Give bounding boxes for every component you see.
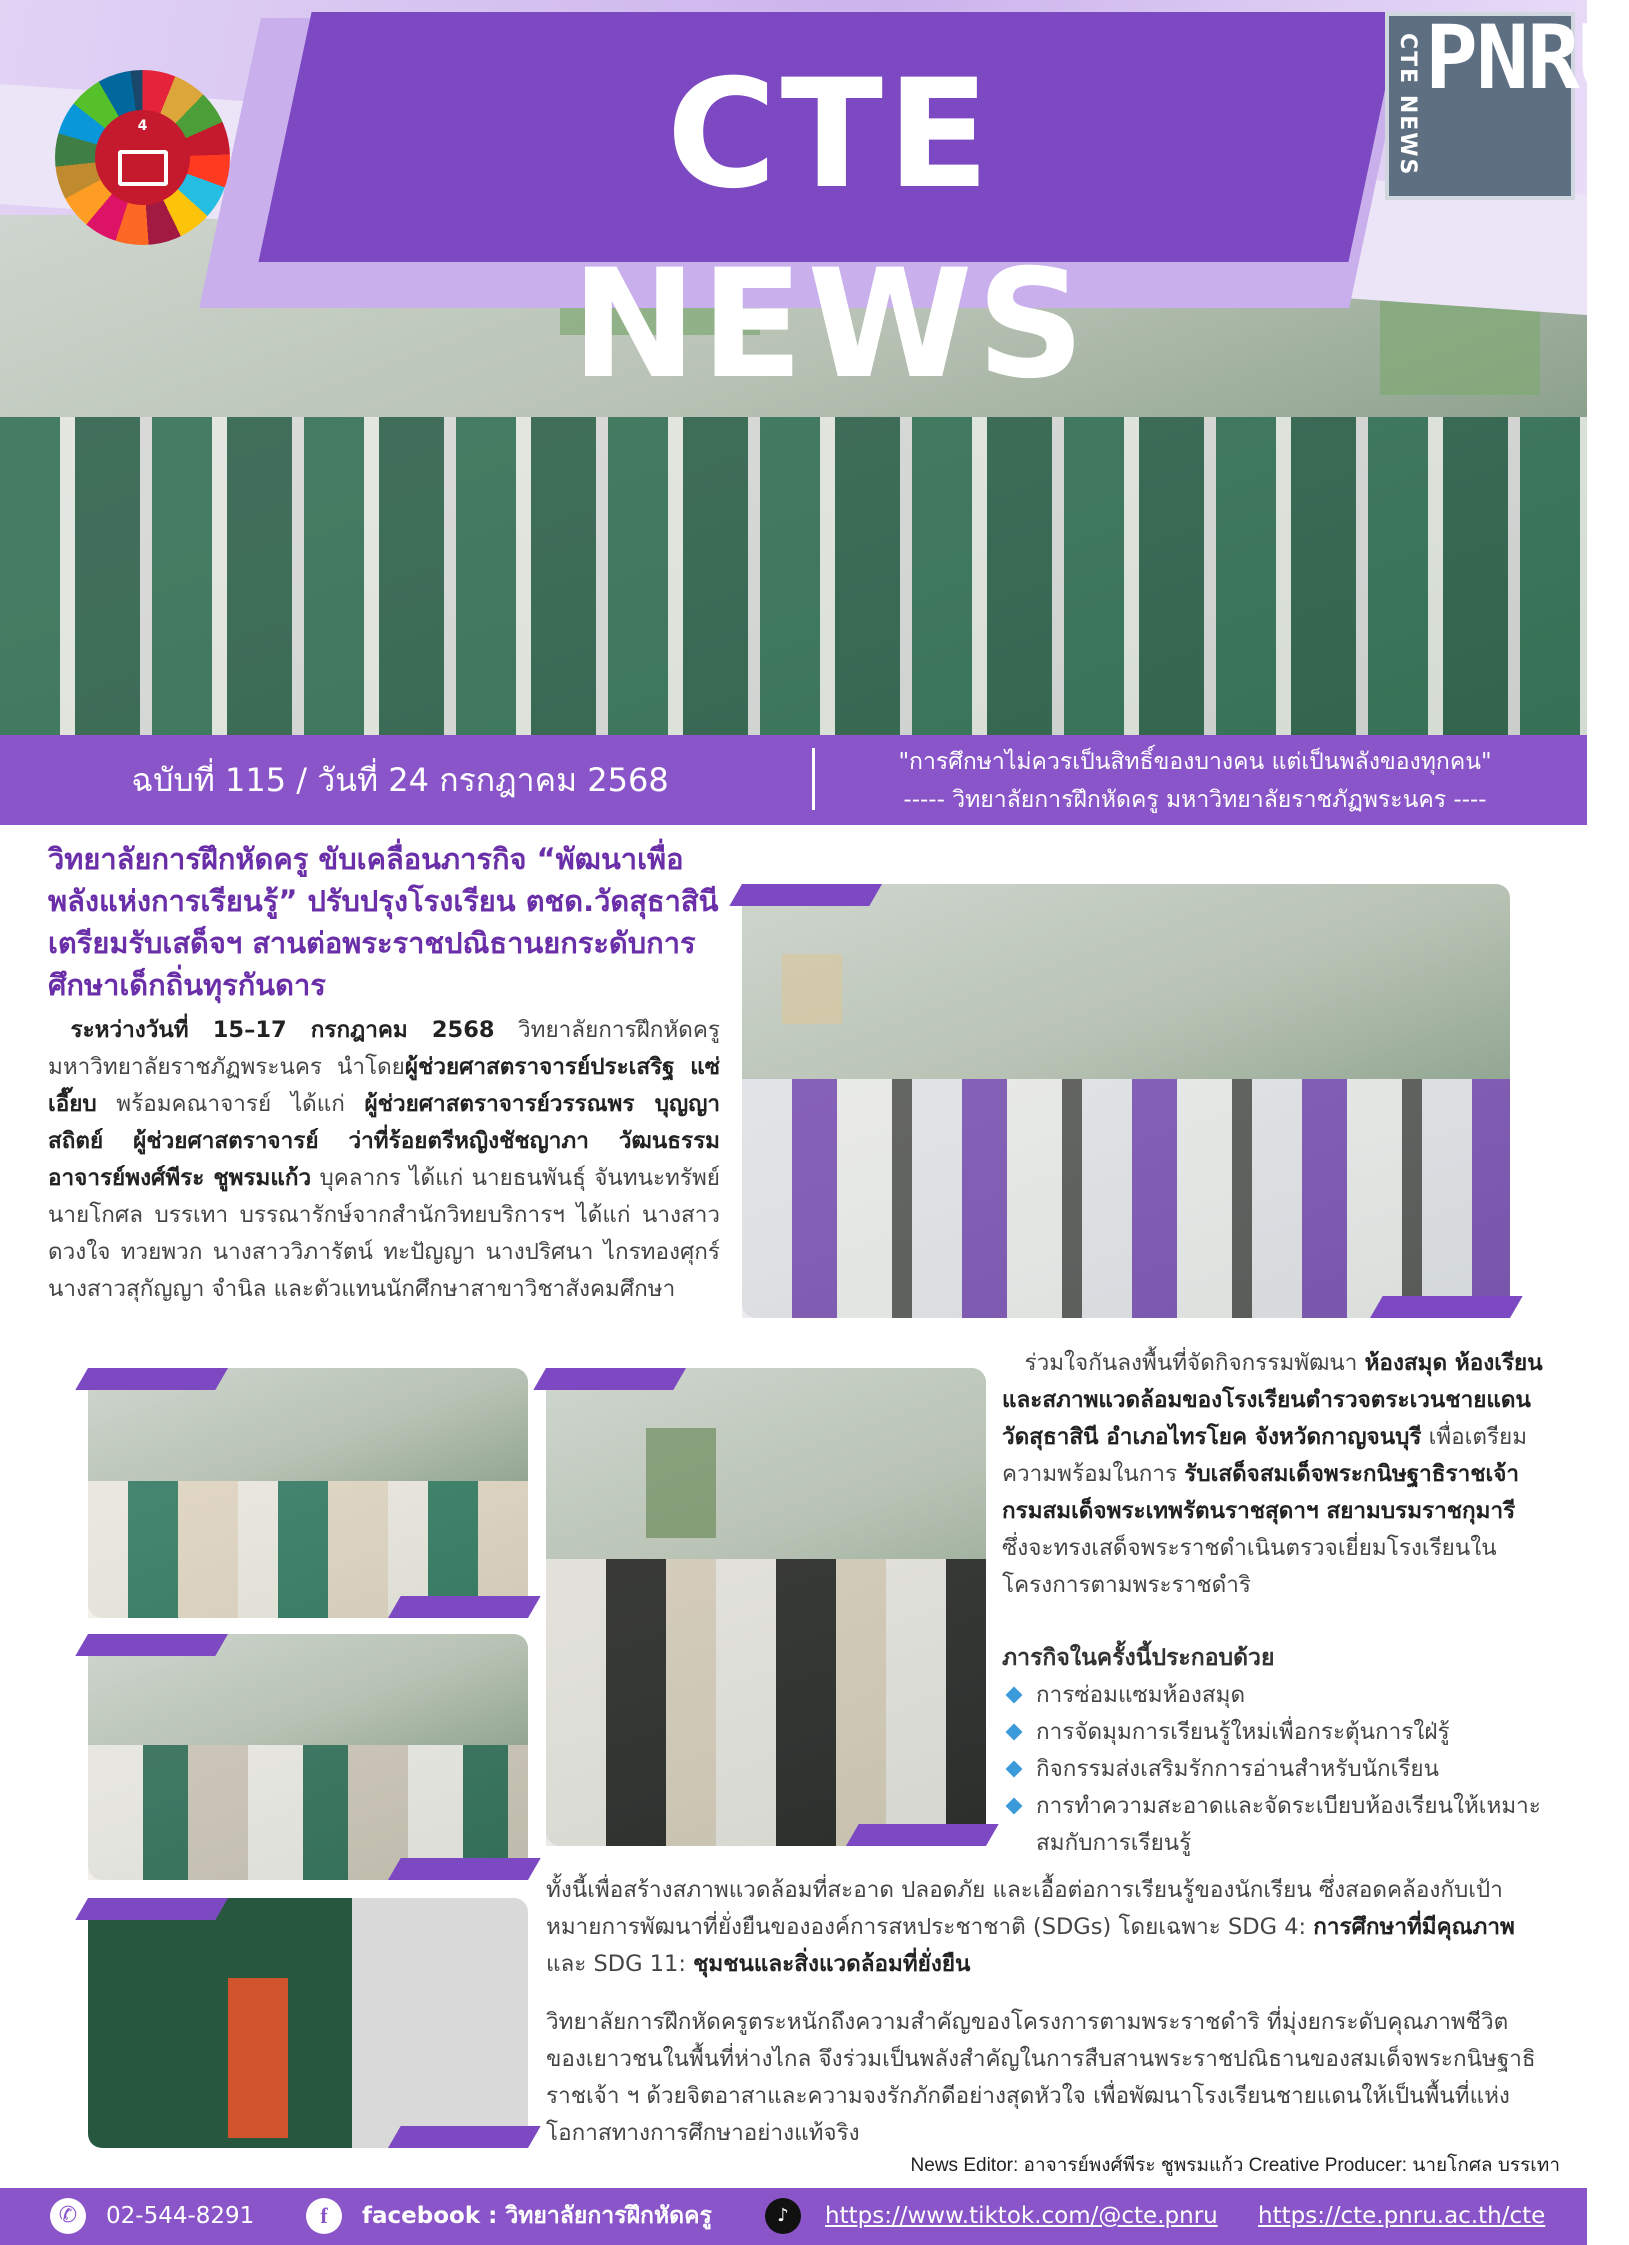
activity-photo-4 <box>546 1368 986 1846</box>
tasks-title: ภารกิจในครั้งนี้ประกอบด้วย <box>1002 1645 1275 1671</box>
leader-name: ผู้ช่วยศาสตราจารย์ประเสริฐ แซ่เอี๊ยบ <box>48 1054 720 1117</box>
sdg11-label: ชุมชนและสิ่งแวดล้อมที่ยั่งยืน <box>693 1951 971 1977</box>
phone-number[interactable]: 02-544-8291 <box>106 2203 255 2229</box>
list-item: การจัดมุมการเรียนรู้ใหม่เพื่อกระตุ้นการใฝ่รู้ <box>1002 1714 1547 1751</box>
school-name: ห้องสมุด ห้องเรียน และสภาพแวดล้อมของโรงเรียนตำรวจตระเวนชายแดนวัดสุธาสินี อำเภอไทรโยค จังหวัดกาญจนบุรี <box>1002 1350 1543 1450</box>
diamond-bullet-icon <box>1006 1687 1023 1704</box>
list-item: การซ่อมแซมห้องสมุด <box>1002 1677 1547 1714</box>
diamond-bullet-icon <box>1006 1724 1023 1741</box>
royal-visit: รับเสด็จสมเด็จพระกนิษฐาธิราชเจ้า กรมสมเด็จพระเทพรัตนราชสุดาฯ สยามบรมราชกุมารี <box>1002 1461 1520 1524</box>
sdg4-label: การศึกษาที่มีคุณภาพ <box>1313 1914 1515 1940</box>
activity-photo-3 <box>88 1898 528 2148</box>
phone-icon: ✆ <box>50 2198 86 2234</box>
credits: News Editor: อาจารย์พงศ์พีระ ชูพรมแก้ว Creative Producer: นายโกศล บรรเทา <box>910 2155 1560 2176</box>
sdg-paragraph: ทั้งนี้เพื่อสร้างสภาพแวดล้อมที่สะอาด ปลอดภัย และเอื้อต่อการเรียนรู้ของนักเรียน ซึ่งสอดคล้องกับเป้าหมายการพัฒนาที่ยั่งยืนขององค์การสหประชาชาติ (SDGs) โดยเฉพาะ SDG 4: การศึกษาที่มีคุณภาพ และ SDG 11: ชุมชนและสิ่งแวดล้อมที่ยั่งยืน <box>546 1877 1515 1977</box>
info-divider <box>812 748 815 810</box>
list-item: การทำความสะอาดและจัดระเบียบห้องเรียนให้เหมาะสมกับการเรียนรู้ <box>1002 1788 1547 1862</box>
tiktok-icon: ♪ <box>765 2198 801 2234</box>
tasks-list <box>1002 1677 1547 1862</box>
facebook-icon: f <box>306 2198 342 2234</box>
activity-photo-2 <box>88 1634 528 1880</box>
logo-main-text: PNRU <box>1425 6 1629 109</box>
intro-paragraph: ระหว่างวันที่ 15–17 กรกฎาคม 2568 วิทยาลัยการฝึกหัดครู มหาวิทยาลัยราชภัฏพระนคร นำโดยผู้ช่วยศาสตราจารย์ประเสริฐ แซ่เอี๊ยบ พร้อมคณาจารย์ ได้แก่ ผู้ช่วยศาสตราจารย์วรรณพร บุญญาสถิตย์ ผู้ช่วยศาสตราจารย์ ว่าที่ร้อยตรีหญิงชัชญาภา วัฒนธรรม อาจารย์พงศ์พีระ ชูพรมแก้ว บุคลากร ได้แก่ นายธนพันธุ์ จันทนะทรัพย์ นายโกศล บรรเทา บรรณารักษ์จากสำนักวิทยบริการฯ ได้แก่ นางสาวดวงใจ ทวยพวก นางสาววิภารัตน์ ทะปัญญา นางปริศนา ไกรทองศุกร์ นางสาวสุกัญญา จำนิล และตัวแทนนักศึกษาสาขาวิชาสังคมศึกษา <box>48 1017 720 1302</box>
newsletter-title: CTE NEWS <box>571 48 1089 412</box>
facebook-link[interactable]: facebook : วิทยาลัยการฝึกหัดครู <box>362 2203 712 2229</box>
tiktok-link[interactable]: https://www.tiktok.com/@cte.pnru <box>825 2203 1218 2229</box>
activity-paragraph: ร่วมใจกันลงพื้นที่จัดกิจกรรมพัฒนา ห้องสมุด ห้องเรียน และสภาพแวดล้อมของโรงเรียนตำรวจตระเวนชายแดนวัดสุธาสินี อำเภอไทรโยค จังหวัดกาญจนบุรี เพื่อเตรียมความพร้อมในการ รับเสด็จสมเด็จพระกนิษฐาธิราชเจ้า กรมสมเด็จพระเทพรัตนราชสุดาฯ สยามบรมราชกุมารี ซึ่งจะทรงเสด็จพระราชดำเนินตรวจเยี่ยมโรงเรียนในโครงการตามพระราชดำริ <box>1002 1350 1543 1598</box>
sdg-number: 4 <box>137 118 148 134</box>
closing-paragraph: วิทยาลัยการฝึกหัดครูตระหนักถึงความสำคัญของโครงการตามพระราชดำริ ที่มุ่งยกระดับคุณภาพชีวิตของเยาวชนในพื้นที่ห่างไกล จึงร่วมเป็นพลังสำคัญในการสืบสานพระราชปณิธานของสมเด็จพระกนิษฐาธิราชเจ้า ฯ ด้วยจิตอาสาและความจงรักภักดีอย่างสุดหัวใจ เพื่อพัฒนาโรงเรียนชายแดนให้เป็นพื้นที่แห่งโอกาสทางการศึกษาอย่างแท้จริง <box>546 2009 1536 2146</box>
quote-text: "การศึกษาไม่ควรเป็นสิทธิ์ของบางคน แต่เป็นพลังของทุกคน" <box>898 749 1492 775</box>
article-headline: วิทยาลัยการฝึกหัดครู ขับเคลื่อนภารกิจ “พัฒนาเพื่อพลังแห่งการเรียนรู้” ปรับปรุงโรงเรียน ตชด.วัดสุธาสินี เตรียมรับเสด็จฯ สานต่อพระราชปณิธานยกระดับการศึกษาเด็กถิ่นทุรกันดาร <box>48 842 719 1002</box>
faculty-names: ผู้ช่วยศาสตราจารย์วรรณพร บุญญาสถิตย์ ผู้ช่วยศาสตราจารย์ ว่าที่ร้อยตรีหญิงชัชญาภา วัฒนธรรม อาจารย์พงศ์พีระ ชูพรมแก้ว <box>48 1091 720 1191</box>
website-link[interactable]: https://cte.pnru.ac.th/cte <box>1258 2203 1546 2229</box>
quote-source: ----- วิทยาลัยการฝึกหัดครู มหาวิทยาลัยราชภัฏพระนคร ---- <box>903 787 1487 813</box>
activity-photo-1 <box>88 1368 528 1618</box>
logo-side-text: CTE NEWS <box>1395 33 1420 177</box>
list-item: กิจกรรมส่งเสริมรักการอ่านสำหรับนักเรียน <box>1002 1751 1547 1788</box>
diamond-bullet-icon <box>1006 1798 1023 1815</box>
diamond-bullet-icon <box>1006 1761 1023 1778</box>
book-icon <box>118 150 168 186</box>
library-photo <box>742 884 1510 1318</box>
event-dates: ระหว่างวันที่ 15–17 กรกฎาคม 2568 <box>70 1017 495 1043</box>
issue-date: ฉบับที่ 115 / วันที่ 24 กรกฎาคม 2568 <box>131 761 669 799</box>
